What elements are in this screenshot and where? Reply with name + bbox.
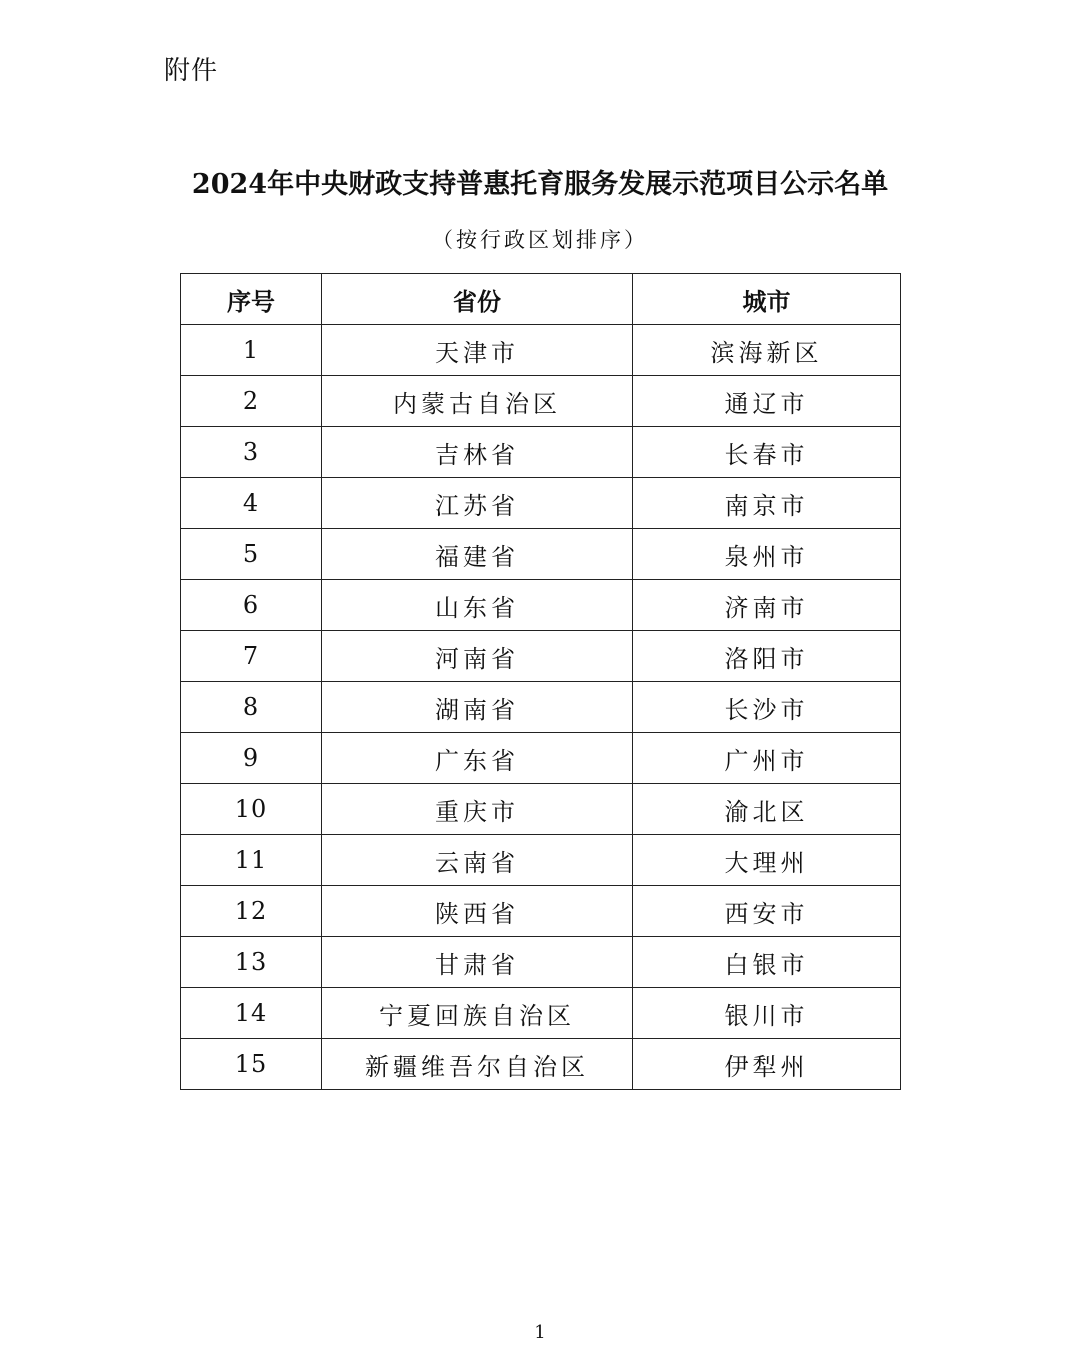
demonstration-project-table	[180, 273, 901, 1090]
table-row	[181, 937, 901, 988]
cell-province: 吉林省	[322, 427, 633, 478]
cell-province: 湖南省	[322, 682, 633, 733]
cell-city: 渝北区	[633, 784, 901, 835]
cell-province: 河南省	[322, 631, 633, 682]
table-row	[181, 325, 901, 376]
cell-city: 大理州	[633, 835, 901, 886]
table-row	[181, 835, 901, 886]
table-row	[181, 427, 901, 478]
cell-city: 滨海新区	[633, 325, 901, 376]
table-row	[181, 1039, 901, 1090]
cell-city: 通辽市	[633, 376, 901, 427]
cell-province: 江苏省	[322, 478, 633, 529]
table-row	[181, 733, 901, 784]
table-row	[181, 376, 901, 427]
table-row	[181, 478, 901, 529]
cell-city: 洛阳市	[633, 631, 901, 682]
cell-no: 5	[181, 529, 322, 580]
cell-province: 宁夏回族自治区	[322, 988, 633, 1039]
header-province: 省份	[322, 274, 633, 325]
cell-no: 13	[181, 937, 322, 988]
cell-province: 福建省	[322, 529, 633, 580]
page-number: 1	[534, 1322, 546, 1343]
cell-city: 伊犁州	[633, 1039, 901, 1090]
document-title: 2024年中央财政支持普惠托育服务发展示范项目公示名单	[191, 169, 889, 200]
cell-city: 白银市	[633, 937, 901, 988]
cell-no: 3	[181, 427, 322, 478]
header-city: 城市	[633, 274, 901, 325]
cell-city: 西安市	[633, 886, 901, 937]
document-subtitle: （按行政区划排序）	[432, 228, 648, 252]
cell-city: 南京市	[633, 478, 901, 529]
cell-no: 11	[181, 835, 322, 886]
cell-province: 天津市	[322, 325, 633, 376]
cell-city: 银川市	[633, 988, 901, 1039]
cell-city: 长春市	[633, 427, 901, 478]
cell-no: 1	[181, 325, 322, 376]
header-no: 序号	[181, 274, 322, 325]
cell-province: 重庆市	[322, 784, 633, 835]
cell-no: 9	[181, 733, 322, 784]
table-row	[181, 886, 901, 937]
cell-no: 2	[181, 376, 322, 427]
table-header-row	[181, 274, 901, 325]
cell-province: 陕西省	[322, 886, 633, 937]
cell-province: 广东省	[322, 733, 633, 784]
cell-no: 15	[181, 1039, 322, 1090]
cell-no: 14	[181, 988, 322, 1039]
table-row	[181, 580, 901, 631]
table-row	[181, 784, 901, 835]
cell-province: 新疆维吾尔自治区	[322, 1039, 633, 1090]
cell-city: 泉州市	[633, 529, 901, 580]
cell-no: 12	[181, 886, 322, 937]
cell-no: 6	[181, 580, 322, 631]
cell-city: 广州市	[633, 733, 901, 784]
cell-province: 云南省	[322, 835, 633, 886]
table-row	[181, 988, 901, 1039]
table-row	[181, 631, 901, 682]
cell-city: 济南市	[633, 580, 901, 631]
cell-province: 山东省	[322, 580, 633, 631]
table-row	[181, 682, 901, 733]
cell-city: 长沙市	[633, 682, 901, 733]
cell-no: 10	[181, 784, 322, 835]
cell-no: 4	[181, 478, 322, 529]
cell-province: 内蒙古自治区	[322, 376, 633, 427]
cell-province: 甘肃省	[322, 937, 633, 988]
cell-no: 7	[181, 631, 322, 682]
table-row	[181, 529, 901, 580]
cell-no: 8	[181, 682, 322, 733]
attachment-label: 附件	[164, 56, 219, 86]
